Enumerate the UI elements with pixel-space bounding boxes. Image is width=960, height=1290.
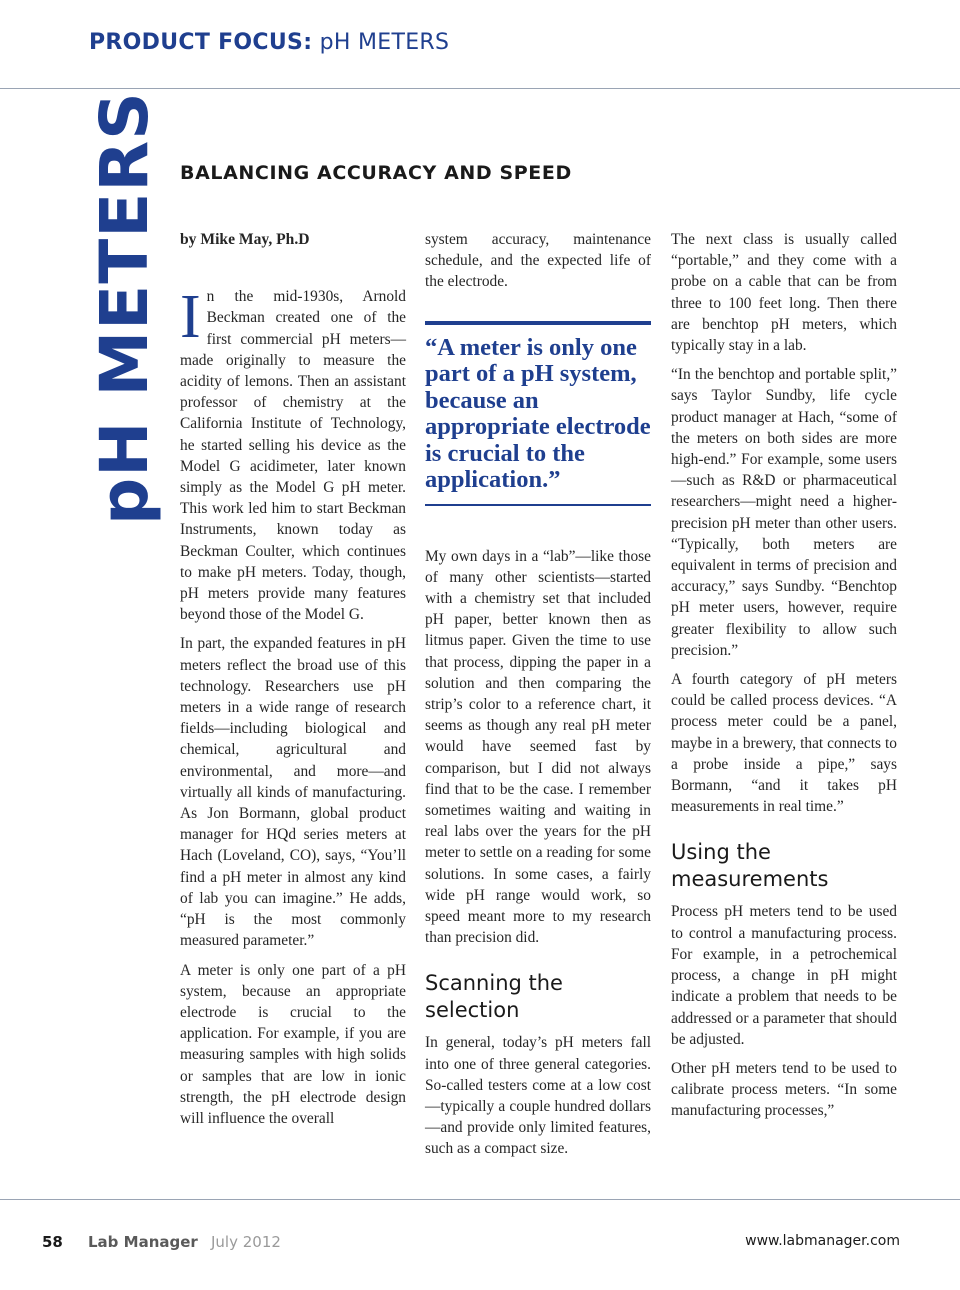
subheading-using: Using the measurements bbox=[671, 840, 829, 892]
column-2 bbox=[425, 229, 651, 1168]
paragraph: The next class is usually called “portable,” and they come with a probe on a cable that can be from three to 100 feet long. Then there are benchtop pH meters, which typically stay in a lab. bbox=[671, 231, 897, 355]
paragraph: In part, the expanded features in pH meters reflect the broad use of this technology. Researchers use pH meters in a wide range of research fields—including biological and chemical, agricultural and environmental, and more—and virtually all kinds of manufacturing. As Jon Bormann, global product manager for HQd series meters at Hach (Loveland, CO), says, “You’ll find a pH meter in almost any kind of lab you can imagine.” He adds, “pH is the most commonly measured parameter.” bbox=[180, 635, 406, 950]
column-3 bbox=[671, 229, 897, 1130]
page-footer bbox=[0, 1233, 960, 1257]
issue-date: July 2012 bbox=[211, 1233, 281, 1251]
paragraph-text: n the mid-1930s, Arnold Beckman created one of the first commercial pH meters—made originally to measure the acidity of lemons. Then an assistant professor of chemistry at the California Institute of Technology, he started selling his device as the Model G acidimeter, later known simply as the Model G pH meter. This work led him to start Beckman Instruments, known today as Beckman Coulter, which continues to make pH meters. Today, though, pH meters provide many features beyond those of the Model G. bbox=[180, 288, 406, 624]
website-link[interactable]: www.labmanager.com bbox=[745, 1233, 900, 1249]
paragraph: “In the benchtop and portable split,” says Taylor Sundby, life cycle product manager at Hach, “some of the meters on both sides are more high-end.” For example, some users—such as R&D or pharmaceutical researchers—might need a higher-precision pH meter than other users. “Typically, both meters are equivalent in terms of precision and accuracy,” says Sundby. “Benchtop pH meter users, however, require greater flexibility to allow such precision.” bbox=[671, 366, 897, 659]
column-1 bbox=[180, 229, 406, 1137]
magazine-name: Lab Manager bbox=[88, 1233, 198, 1251]
footer-divider bbox=[0, 1199, 960, 1200]
byline: by Mike May, Ph.D bbox=[180, 231, 310, 248]
page-header bbox=[0, 0, 960, 89]
paragraph: In general, today’s pH meters fall into one of three general categories. So-called testers come at a low cost—typically a couple hundred dollars—and provide only limited features, such as a compact size. bbox=[425, 1034, 651, 1158]
paragraph: system accuracy, maintenance schedule, and the expected life of the electrode. bbox=[425, 231, 651, 291]
pull-quote: “A meter is only one part of a pH system, because an appropriate electrode is crucial to the application.” bbox=[425, 321, 651, 506]
paragraph: A meter is only one part of a pH system, because an appropriate electrode is crucial to the application. For example, if you are measuring samples with high solids or samples that are low in ionic strength, the pH electrode design will influence the overall bbox=[180, 961, 406, 1127]
article-heading: BALANCING ACCURACY AND SPEED bbox=[180, 162, 572, 184]
drop-cap: I bbox=[180, 283, 201, 352]
banner-label: PRODUCT FOCUS: bbox=[89, 30, 313, 55]
paragraph: My own days in a “lab”—like those of many other scientists—started with a chemistry set that included pH paper, better known then as litmus paper. Given the time to use that process, dipping the paper in a solution and then comparing the strip’s color to a reference chart, it seems as though any real pH meter would have seemed fast by comparison, but I did not always find that to be the case. I remember sometimes waiting and waiting in real labs over the years for the pH meter to settle on a reading for some solutions. In some cases, a fairly wide pH range would work, so speed meant more to my research than precision did. bbox=[425, 547, 651, 947]
page-number: 58 bbox=[42, 1233, 63, 1251]
banner-topic: pH METERS bbox=[319, 30, 450, 55]
section-banner bbox=[89, 30, 449, 55]
vertical-section-title: pH METERS bbox=[86, 91, 163, 525]
paragraph bbox=[180, 283, 406, 625]
paragraph: Process pH meters tend to be used to control a manufacturing process. For example, in a petrochemical process, a change in pH might indicate a problem that needs to be addressed or a parameter that should be adjusted. bbox=[671, 903, 897, 1048]
subheading-scanning: Scanning the selection bbox=[425, 971, 563, 1023]
paragraph: Other pH meters tend to be used to calibrate process meters. “In some manufacturing processes,” bbox=[671, 1059, 897, 1120]
paragraph: A fourth category of pH meters could be called process devices. “A process meter could be a panel, maybe in a brewery, that connects to a probe inside a pipe,” says Bormann, “and it takes pH measurements in real time.” bbox=[671, 671, 897, 816]
